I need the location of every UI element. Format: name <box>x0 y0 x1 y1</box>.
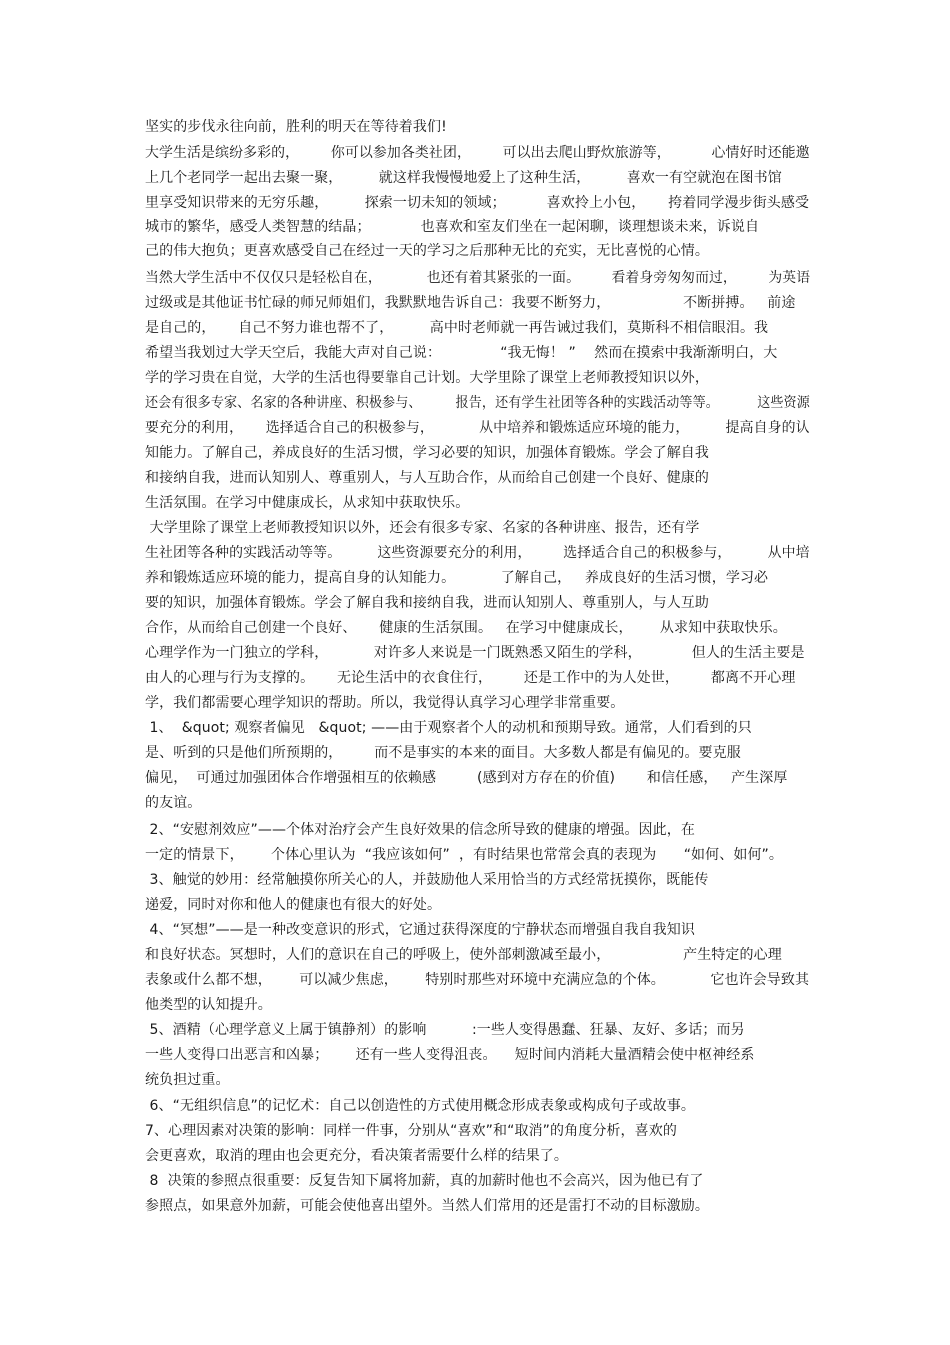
text-line: 3、触觉的妙用：经常触摸你所关心的人，并鼓励他人采用恰当的方式经常抚摸你，既能传 <box>145 872 709 888</box>
text-line: 大学里除了课堂上老师教授知识以外，还会有很多专家、名家的各种讲座、报告，还有学 <box>145 520 700 536</box>
text-line: 生活氛围。在学习中健康成长，从求知中获取快乐。 <box>145 495 470 511</box>
text-line: 要的知识，加强体育锻炼。学会了解自我和接纳自我，进而认知别人、尊重别人，与人互助 <box>145 595 709 611</box>
text-line: 当然大学生活中不仅仅只是轻松自在， 也还有着其紧张的一面。 看着身旁匆匆而过， 为英语 <box>145 270 811 286</box>
text-line: 统负担过重。 <box>145 1072 230 1088</box>
text-line: 2、“安慰剂效应”——个体对治疗会产生良好效果的信念所导致的健康的增强。因此，在 <box>145 822 695 838</box>
text-line: 还会有很多专家、名家的各种讲座、积极参与、 报告，还有学生社团等各种的实践活动等等。 这些资源 <box>145 395 810 411</box>
text-line: 递爱，同时对你和他人的健康也有很大的好处。 <box>145 897 442 913</box>
text-line: 知能力。了解自己，养成良好的生活习惯，学习必要的知识，加强体育锻炼。学会了解自我 <box>145 445 709 461</box>
text-line: 参照点，如果意外加薪，可能会使他喜出望外。当然人们常用的还是雷打不动的目标激励。 <box>145 1198 709 1214</box>
text-line: 一定的情景下， 个体心里认为 “我应该如何” ，有时结果也常常会真的表现为 “如何、如何”。 <box>145 847 784 863</box>
text-line: 8 决策的参照点很重要：反复告知下属将加薪，真的加薪时他也不会高兴，因为他已有了 <box>145 1173 704 1189</box>
text-line: 合作，从而给自己创建一个良好、 健康的生活氛围。 在学习中健康成长， 从求知中获取快乐。 <box>145 620 787 636</box>
text-line: 要充分的利用， 选择适合自己的积极参与， 从中培养和锻炼适应环境的能力， 提高自身的认 <box>145 420 810 436</box>
text-line: 偏见， 可通过加强团体合作增强相互的依赖感 (感到对方存在的价值) 和信任感， 产生深厚 <box>145 770 788 786</box>
text-line: 上几个老同学一起出去聚一聚， 就这样我慢慢地爱上了这种生活， 喜欢一有空就泡在图书馆 <box>145 170 782 186</box>
text-line: 坚实的步伐永往向前，胜利的明天在等待着我们! <box>145 119 447 135</box>
text-line: 心理学作为一门独立的学科， 对许多人来说是一门既熟悉又陌生的学科， 但人的生活主要是 <box>145 645 805 661</box>
text-line: 学，我们都需要心理学知识的帮助。所以，我觉得认真学习心理学非常重要。 <box>145 695 625 711</box>
text-line: 会更喜欢，取消的理由也会更充分，看决策者需要什么样的结果了。 <box>145 1148 568 1164</box>
text-line: 己的伟大抱负；更喜欢感受自己在经过一天的学习之后那种无比的充实，无比喜悦的心情。 <box>145 243 709 259</box>
text-line: 6、“无组织信息”的记忆术：自己以创造性的方式使用概念形成表象或构成句子或故事。 <box>145 1098 695 1114</box>
text-line: 城市的繁华，感受人类智慧的结晶； 也喜欢和室友们坐在一起闲聊，谈理想谈未来，诉说自 <box>145 219 760 235</box>
text-line: 生社团等各种的实践活动等等。 这些资源要充分的利用， 选择适合自己的积极参与， 从中培 <box>145 545 810 561</box>
text-line: 和良好状态。冥想时，人们的意识在自己的呼吸上，使外部刺激减至最小， 产生特定的心理 <box>145 947 782 963</box>
text-line: 5、酒精（心理学意义上属于镇静剂）的影响 :一些人变得愚蠢、狂暴、友好、多话；而另 <box>145 1022 745 1038</box>
text-line: 大学生活是缤纷多彩的， 你可以参加各类社团， 可以出去爬山野炊旅游等， 心情好时还能邀 <box>145 145 810 161</box>
text-line: 过级或是其他证书忙碌的师兄师姐们，我默默地告诉自己：我要不断努力， 不断拼搏。 前途 <box>145 295 796 311</box>
text-line: 希望当我划过大学天空后，我能大声对自己说： “我无悔！ ” 然而在摸索中我渐渐明白，大 <box>145 345 778 361</box>
text-line: 是、听到的只是他们所预期的， 而不是事实的本来的面目。大多数人都是有偏见的。要克服 <box>145 745 741 761</box>
text-line: 7、心理因素对决策的影响：同样一件事，分别从“喜欢”和“取消”的角度分析，喜欢的 <box>145 1123 677 1139</box>
text-line: 是自己的， 自己不努力谁也帮不了， 高中时老师就一再告诫过我们，莫斯科不相信眼泪。我 <box>145 320 769 336</box>
text-line: 1、 &quot; 观察者偏见 &quot; ——由于观察者个人的动机和预期导致。通常，人们看到的只 <box>145 720 752 736</box>
text-line: 表象或什么都不想， 可以减少焦虑， 特别时那些对环境中充满应急的个体。 它也许会导致其 <box>145 972 810 988</box>
text-line: 和接纳自我，进而认知别人、尊重别人，与人互助合作，从而给自己创建一个良好、健康的 <box>145 470 709 486</box>
text-line: 里享受知识带来的无穷乐趣， 探索一切未知的领域； 喜欢拎上小包， 挎着同学漫步街头感受 <box>145 195 810 211</box>
text-line: 养和锻炼适应环境的能力，提高自身的认知能力。 了解自己， 养成良好的生活习惯，学习必 <box>145 570 769 586</box>
text-line: 一些人变得口出恶言和凶暴； 还有一些人变得沮丧。 短时间内消耗大量酒精会使中枢神经系 <box>145 1047 755 1063</box>
text-line: 4、“冥想”——是一种改变意识的形式，它通过获得深度的宁静状态而增强自我自我知识 <box>145 922 695 938</box>
text-line: 的友谊。 <box>145 795 202 811</box>
text-line: 学的学习贵在自觉，大学的生活也得要靠自己计划。大学里除了课堂上老师教授知识以外， <box>145 370 709 386</box>
text-line: 由人的心理与行为支撑的。 无论生活中的衣食住行， 还是工作中的为人处世， 都离不开心理 <box>145 670 796 686</box>
text-line: 他类型的认知提升。 <box>145 997 272 1013</box>
